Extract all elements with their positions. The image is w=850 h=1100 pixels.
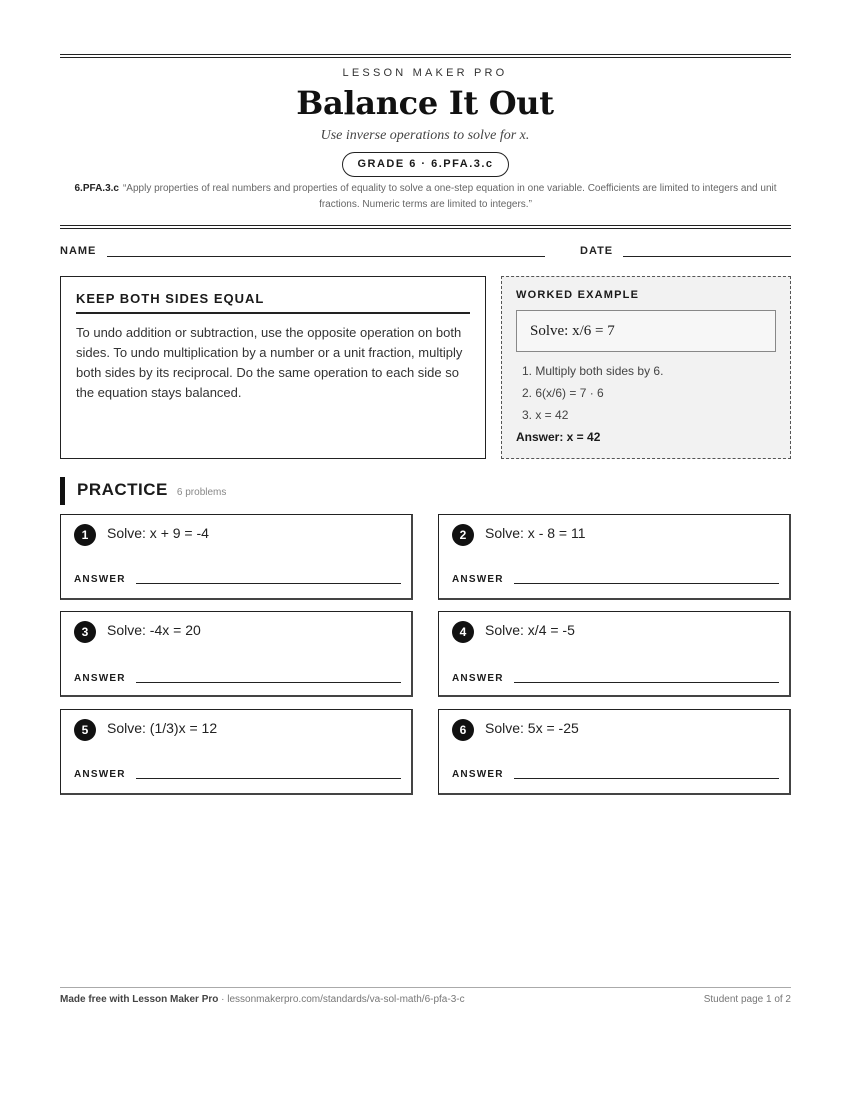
answer-label: ANSWER [74, 574, 126, 585]
rule-box-heading: KEEP BOTH SIDES EQUAL [76, 291, 470, 314]
date-label: DATE [580, 245, 614, 257]
problem-card [438, 709, 791, 795]
answer-label: ANSWER [452, 673, 504, 684]
answer-field[interactable] [514, 682, 779, 683]
standard-description [60, 181, 791, 213]
worked-example-step: 3. x = 42 [522, 408, 569, 422]
practice-title: PRACTICE [77, 480, 168, 499]
problem-number-badge: 2 [452, 524, 474, 546]
date-field[interactable] [623, 256, 791, 257]
answer-label: ANSWER [452, 769, 504, 780]
rule-box-body: To undo addition or subtraction, use the opposite operation on both sides. To undo multiplication by a number or a unit fraction, multiply both sides by its reciprocal. Do the same operation to each side so the equation stays balanced. [76, 325, 463, 400]
footer-credit [60, 994, 465, 1005]
answer-label: ANSWER [74, 673, 126, 684]
problem-prompt: Solve: x - 8 = 11 [485, 525, 586, 541]
name-field[interactable] [107, 256, 545, 257]
problem-prompt: Solve: x/4 = -5 [485, 622, 575, 638]
answer-field[interactable] [514, 583, 779, 584]
answer-field[interactable] [136, 583, 401, 584]
problem-prompt: Solve: x + 9 = -4 [107, 525, 209, 541]
answer-field[interactable] [136, 778, 401, 779]
problem-number-badge: 3 [74, 621, 96, 643]
problem-prompt: Solve: (1/3)x = 12 [107, 720, 218, 736]
grade-standard-badge: GRADE 6 · 6.PFA.3.c [342, 152, 509, 177]
problem-number-badge: 1 [74, 524, 96, 546]
problem-card [60, 611, 413, 697]
standard-code: 6.PFA.3.c [74, 183, 119, 194]
problem-card [438, 514, 791, 600]
worksheet-title: Balance It Out [296, 84, 554, 122]
brand-name: LESSON MAKER PRO [342, 67, 508, 79]
footer-url[interactable]: · lessonmakerpro.com/standards/va-sol-math/6-pfa-3-c [218, 994, 465, 1005]
worked-example-step: 1. Multiply both sides by 6. [522, 364, 664, 378]
worked-example-step: 2. 6(x/6) = 7 · 6 [522, 386, 604, 400]
header-bottom-rule [60, 225, 791, 229]
answer-label: ANSWER [452, 574, 504, 585]
problem-prompt: Solve: 5x = -25 [485, 720, 579, 736]
worksheet-subtitle: Use inverse operations to solve for x. [320, 128, 530, 143]
practice-count: 6 problems [176, 487, 227, 498]
answer-field[interactable] [136, 682, 401, 683]
footer-rule [60, 987, 791, 988]
problem-card [60, 709, 413, 795]
answer-field[interactable] [514, 778, 779, 779]
problem-card [60, 514, 413, 600]
worked-example-equation: Solve: x/6 = 7 [516, 310, 776, 352]
problem-card [438, 611, 791, 697]
problem-prompt: Solve: -4x = 20 [107, 622, 201, 638]
answer-label: ANSWER [74, 769, 126, 780]
problem-number-badge: 5 [74, 719, 96, 741]
worked-example-box [501, 276, 791, 459]
practice-heading [60, 477, 226, 505]
problem-number-badge: 4 [452, 621, 474, 643]
problem-number-badge: 6 [452, 719, 474, 741]
worked-example-answer: Answer: x = 42 [516, 430, 601, 444]
rule-box [60, 276, 486, 459]
footer-page-number: Student page 1 of 2 [703, 994, 791, 1005]
worked-example-steps [516, 360, 776, 426]
name-label: NAME [60, 245, 97, 257]
footer-made-with: Made free with Lesson Maker Pro [60, 994, 219, 1005]
worked-example-heading: WORKED EXAMPLE [516, 289, 640, 301]
header-top-rule [60, 54, 791, 58]
standard-text: “Apply properties of real numbers and properties of equality to solve a one-step equation in one variable. Coefficients are limited to integers and unit fractions. Numeric terms are limited to integers.” [122, 183, 777, 210]
